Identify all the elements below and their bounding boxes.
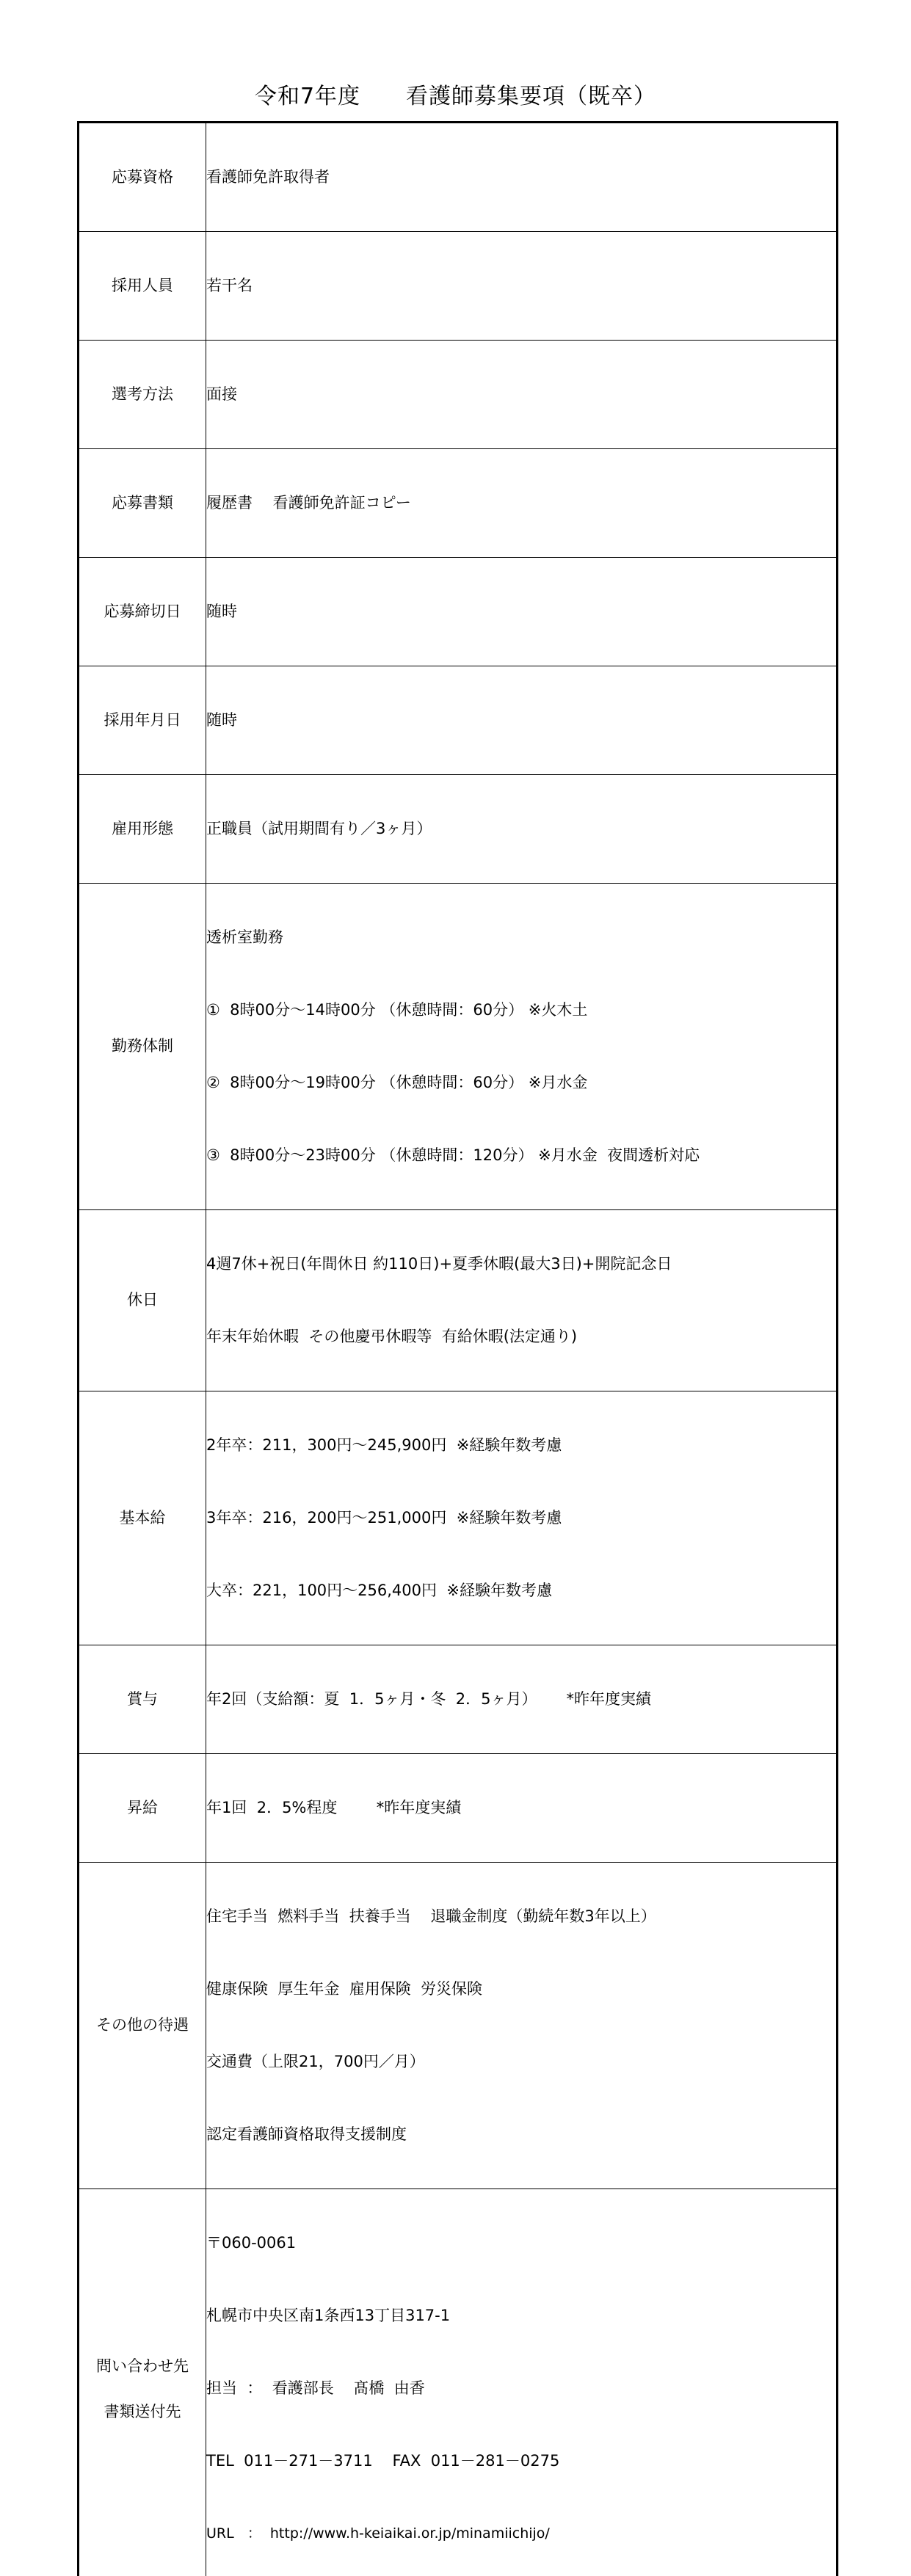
table-row [79, 1391, 838, 1645]
row-label: 応募書類 [79, 449, 206, 558]
row-value [206, 558, 838, 666]
row-value [206, 341, 838, 449]
value-line: 2年卒：211，300円～245,900円 ※経験年数考慮 [206, 1427, 836, 1464]
contact-label-line: 書類送付先 [79, 2389, 206, 2434]
row-value [206, 1754, 838, 1863]
row-value [206, 1863, 838, 2189]
value-line: 健康保険 厚生年金 雇用保険 労災保険 [206, 1971, 836, 2008]
value-line: 履歴書 看護師免許証コピー [206, 484, 836, 522]
value-line: 3年卒：216，200円～251,000円 ※経験年数考慮 [206, 1499, 836, 1537]
row-value [206, 123, 838, 232]
row-label: 勤務体制 [79, 884, 206, 1210]
row-value [206, 449, 838, 558]
row-label: 応募資格 [79, 123, 206, 232]
value-line: ③ 8時00分～23時00分 （休憩時間：120分） ※月水金 夜間透析対応 [206, 1137, 836, 1174]
value-line: 交通費（上限21，700円／月） [206, 2043, 836, 2081]
row-label: その他の待遇 [79, 1863, 206, 2189]
table-row [79, 449, 838, 558]
value-line: 正職員（試用期間有り／3ヶ月） [206, 810, 836, 848]
table-row [79, 558, 838, 666]
table-row [79, 341, 838, 449]
table-row [79, 232, 838, 341]
table-row [79, 666, 838, 775]
row-value [206, 1645, 838, 1754]
contact-value [206, 2189, 838, 2576]
table-row [79, 1754, 838, 1863]
table-row [79, 1645, 838, 1754]
row-value [206, 775, 838, 884]
address: 札幌市中央区南1条西13丁目317-1 [206, 2297, 836, 2335]
row-label: 基本給 [79, 1391, 206, 1645]
recruitment-table [77, 121, 838, 2576]
table-row [79, 884, 838, 1210]
contact-label [79, 2189, 206, 2576]
row-value [206, 1210, 838, 1391]
phone-fax: TEL 011－271－3711 FAX 011－281－0275 [206, 2442, 836, 2480]
contact-person: 担当 ： 看護部長 髙橋 由香 [206, 2370, 836, 2407]
value-line: 住宅手当 燃料手当 扶養手当 退職金制度（勤続年数3年以上） [206, 1898, 836, 1935]
value-line: 大卒：221，100円～256,400円 ※経験年数考慮 [206, 1572, 836, 1609]
website-url[interactable]: URL ： http://www.h-keiaikai.or.jp/minamiichijo/ [206, 2515, 836, 2553]
table-row [79, 1863, 838, 2189]
value-line: 年2回（支給額：夏 1．5ヶ月・冬 2．5ヶ月） *昨年度実績 [206, 1681, 836, 1718]
row-label: 賞与 [79, 1645, 206, 1754]
row-label: 採用年月日 [79, 666, 206, 775]
value-line: 若干名 [206, 267, 836, 305]
value-line: 年末年始休暇 その他慶弔休暇等 有給休暇(法定通り) [206, 1318, 836, 1356]
value-line: 4週7休+祝日(年間休日 約110日)+夏季休暇(最大3日)+開院記念日 [206, 1245, 836, 1283]
row-label: 雇用形態 [79, 775, 206, 884]
table-row [79, 123, 838, 232]
row-label: 昇給 [79, 1754, 206, 1863]
row-value [206, 884, 838, 1210]
value-line: ② 8時00分～19時00分 （休憩時間：60分） ※月水金 [206, 1064, 836, 1102]
table-row [79, 775, 838, 884]
value-line: 透析室勤務 [206, 919, 836, 956]
row-label: 採用人員 [79, 232, 206, 341]
value-line: 年1回 2．5%程度 *昨年度実績 [206, 1789, 836, 1827]
contact-row [79, 2189, 838, 2576]
row-value [206, 232, 838, 341]
value-line: 随時 [206, 702, 836, 739]
row-label: 選考方法 [79, 341, 206, 449]
value-line: ① 8時00分～14時00分 （休憩時間：60分） ※火木土 [206, 992, 836, 1029]
value-line: 認定看護師資格取得支援制度 [206, 2116, 836, 2153]
page-title: 令和7年度 看護師募集要項（既卒） [0, 82, 911, 112]
value-line: 看護師免許取得者 [206, 159, 836, 196]
row-value [206, 666, 838, 775]
value-line: 随時 [206, 593, 836, 630]
row-label: 休日 [79, 1210, 206, 1391]
row-label: 応募締切日 [79, 558, 206, 666]
row-value [206, 1391, 838, 1645]
value-line: 面接 [206, 376, 836, 413]
contact-label-line: 問い合わせ先 [79, 2343, 206, 2389]
table-row [79, 1210, 838, 1391]
postal-code: 〒060-0061 [206, 2224, 836, 2262]
